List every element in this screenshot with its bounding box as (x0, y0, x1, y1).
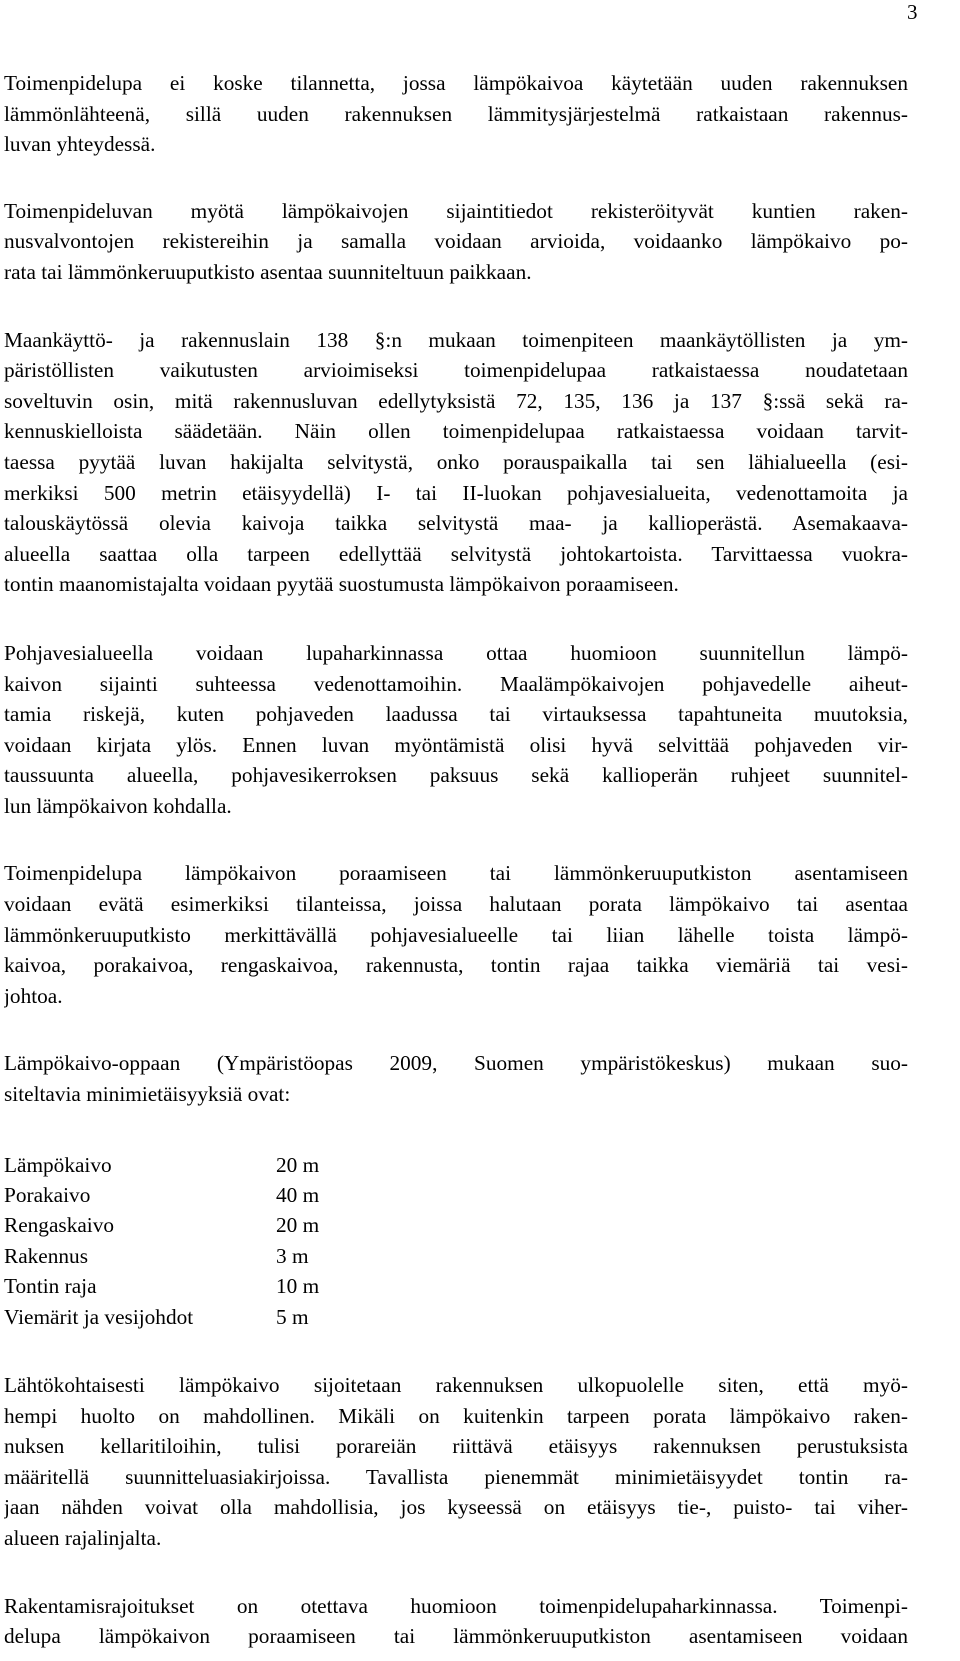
distance-cell: 10 m (276, 1274, 320, 1299)
text-line: jaan nähden voivat olla mahdollisia, jos kyseessä on etäisyys tie-, puisto- tai viher- (4, 1495, 908, 1520)
text-line: kaivon sijainti suhteessa vedenottamoihin. Maalämpökaivojen pohjavedelle aiheut- (4, 671, 908, 696)
text-line: tontin maanomistajalta voidaan pyytää suostumusta lämpökaivon poraamiseen. (4, 572, 679, 597)
table-row (4, 1271, 319, 1301)
table-row (4, 1302, 319, 1332)
place-cell: Tontin raja (4, 1274, 97, 1299)
text-line: määritellä suunnitteluasiakirjoissa. Tavallista pienemmät minimietäisyydet tontin ra- (4, 1464, 908, 1489)
text-line: nusvalvontojen rekistereihin ja samalla voidaan arvioida, voidaanko lämpökaivo po- (4, 229, 908, 254)
table-row (4, 1210, 319, 1240)
text-line: kaivoa, porakaivoa, rengaskaivoa, rakennusta, tontin rajaa taikka viemäriä tai vesi- (4, 953, 908, 978)
distance-cell: 5 m (276, 1304, 309, 1329)
page-number: 3 (907, 0, 918, 24)
text-line: Toimenpidelupa lämpökaivon poraamiseen tai lämmönkeruuputkiston asentamiseen (4, 861, 908, 886)
text-line: Toimenpideluvan myötä lämpökaivojen sijaintitiedot rekisteröityvät kuntien raken- (4, 198, 908, 223)
minimum-distance-table (4, 1150, 319, 1332)
place-cell: Viemärit ja vesijohdot (4, 1304, 194, 1329)
paragraph-placement (4, 1370, 908, 1554)
place-cell: Rengaskaivo (4, 1213, 115, 1238)
text-line: lun lämpökaivon kohdalla. (4, 793, 232, 818)
text-line: kennuskielloista säädetään. Näin ollen toimenpidelupaa ratkaistaessa voidaan tarvit- (4, 419, 908, 444)
text-line: voidaan kirjata ylös. Ennen luvan myöntämistä olisi hyvä selvittää pohjaveden vir- (4, 732, 908, 757)
table-row (4, 1241, 319, 1271)
distance-cell: 3 m (276, 1243, 309, 1268)
text-line: hempi huolto on mahdollinen. Mikäli on kuitenkin tarpeen porata lämpökaivo raken- (4, 1403, 908, 1428)
paragraph-permit-denial (4, 858, 908, 1011)
text-line: merkiksi 500 metrin etäisyydellä) I- tai II-luokan pohjavesialueita, vedenottamoita ja (4, 480, 908, 505)
text-line: tamia riskejä, kuten pohjaveden laadussa tai virtauksessa tapahtuneita muutoksia, (4, 702, 908, 727)
text-line: lämmönlähteenä, sillä uuden rakennuksen lämmitysjärjestelmä ratkaistaan rakennus- (4, 101, 908, 126)
text-line: Toimenpidelupa ei koske tilannetta, jossa lämpökaivoa käytetään uuden rakennuksen (4, 71, 908, 95)
text-line: Rakentamisrajoitukset on otettava huomioon toimenpidelupaharkinnassa. Toimenpi- (4, 1593, 908, 1618)
text-line: rata tai lämmönkeruuputkisto asentaa suunniteltuun paikkaan. (4, 259, 532, 284)
paragraph-toimenpidelupa-scope (4, 68, 908, 160)
table-row (4, 1180, 319, 1210)
text-line: päristöllisten vaikutusten arvioimiseksi toimenpidelupaa ratkaistaessa noudatetaan (4, 358, 908, 383)
paragraph-guide-intro (4, 1048, 908, 1109)
text-line: alueen rajalinjalta. (4, 1526, 162, 1551)
text-line: siteltavia minimietäisyyksiä ovat: (4, 1082, 291, 1107)
text-line: voidaan evätä esimerkiksi tilanteissa, joissa halutaan porata lämpökaivo tai asentaa (4, 892, 908, 917)
paragraph-building-restrictions (4, 1591, 908, 1652)
paragraph-registration (4, 196, 908, 288)
text-line: talouskäytössä olevia kaivoja taikka selvitystä maa- ja kallioperästä. Asemakaava- (4, 511, 908, 536)
place-cell: Lämpökaivo (4, 1152, 112, 1177)
text-line: taussuunta alueella, pohjavesikerroksen paksuus sekä kallioperän ruhjeet suunnitel- (4, 763, 908, 788)
text-line: nuksen kellaritiloihin, tulisi porareiän riittävä etäisyys rakennuksen perustuksista (4, 1434, 908, 1459)
text-line: lämmönkeruuputkisto merkittävällä pohjavesialueelle tai liian lähelle toista lämpö- (4, 922, 908, 947)
text-line: Pohjavesialueella voidaan lupaharkinnassa ottaa huomioon suunnitellun lämpö- (4, 640, 908, 665)
text-line: Lähtökohtaisesti lämpökaivo sijoitetaan rakennuksen ulkopuolelle siten, että myö- (4, 1373, 908, 1398)
text-line: delupa lämpökaivon poraamiseen tai lämmönkeruuputkiston asentamiseen voidaan (4, 1624, 908, 1649)
place-cell: Rakennus (4, 1243, 88, 1268)
text-line: soveltuvin osin, mitä rakennusluvan edellytyksistä 72, 135, 136 ja 137 §:ssä sekä ra- (4, 388, 908, 413)
distance-cell: 20 m (276, 1213, 320, 1238)
text-line: johtoa. (4, 983, 63, 1008)
place-cell: Porakaivo (4, 1183, 91, 1208)
text-line: alueella saattaa olla tarpeen edellyttää selvitystä johtokartoista. Tarvittaessa vuokra- (4, 541, 908, 566)
text-line: Lämpökaivo-oppaan (Ympäristöopas 2009, Suomen ympäristökeskus) mukaan suo- (4, 1051, 908, 1076)
paragraph-groundwater (4, 638, 908, 822)
text-line: taessa pyytää luvan hakijalta selvitystä, onko porauspaikalla tai sen lähialueella (esi- (4, 449, 908, 474)
table-row (4, 1150, 319, 1180)
document-body (4, 68, 908, 1652)
distance-cell: 40 m (276, 1183, 320, 1208)
text-line: Maankäyttö- ja rakennuslain 138 §:n mukaan toimenpiteen maankäytöllisten ja ym- (4, 327, 908, 352)
text-line: luvan yhteydessä. (4, 132, 156, 157)
paragraph-land-use-act (4, 325, 908, 600)
distance-cell: 20 m (276, 1152, 320, 1177)
